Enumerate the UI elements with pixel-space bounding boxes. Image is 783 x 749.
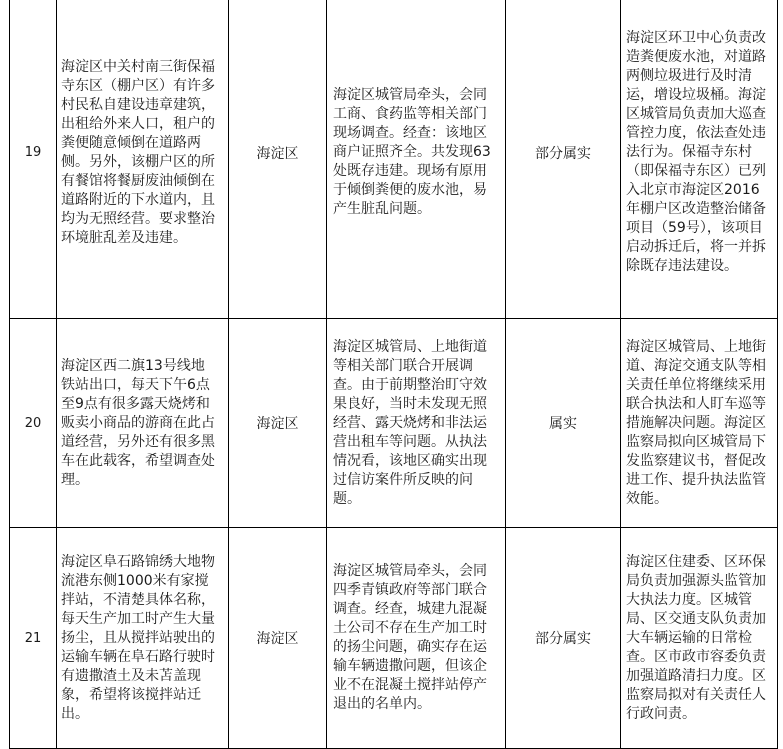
investigation-text: 海淀区城管局牵头，会同四季青镇政府等部门联合调查。经查，城建九混凝土公司不存在生产加工时的扬尘问题，确实存在运输车辆遗撒问题，但该企业不在混凝土搅拌站停产退出的名单内。 [333, 563, 487, 712]
issue-text: 海淀区中关村南三街保福寺东区（棚户区）有许多村民私自建设违章建筑，出租给外来人口，租户的粪便随意倾倒在道路两侧。另外，该棚户区的所有餐馆将餐厨废油倾倒在道路附近的下水道内，且均为无照经营。要求整治环境脏乱差及违建。 [61, 58, 215, 246]
row-number: 21 [10, 528, 57, 749]
investigation-cell [327, 0, 506, 319]
investigation-text: 海淀区城管局牵头，会同工商、食药监等相关部门现场调查。经查：该地区商户证照齐全。共发现63处既存违建。现场有原用于倾倒粪便的废水池，易产生脏乱问题。 [333, 87, 491, 217]
issue-text: 海淀区阜石路锦绣大地物流港东侧1000米有家搅拌站，不清楚具体名称，每天生产加工时产生大量扬尘，且从搅拌站驶出的运输车辆在阜石路行驶时有遗撒渣土及未苫盖现象，希望将该搅拌站迁出。 [61, 553, 215, 722]
issue-cell [57, 0, 229, 319]
verdict-cell: 部分属实 [506, 0, 621, 319]
district-cell: 海淀区 [229, 528, 327, 749]
handling-text: 海淀区城管局、上地街道、海淀交通支队等相关责任单位将继续采用联合执法和人盯车巡等措施解决问题。海淀区监察局拟向区城管局下发监察建议书，督促改进工作、提升执法监管效能。 [626, 338, 766, 507]
issue-text: 海淀区西二旗13号线地铁站出口，每天下午6点至9点有很多露天烧烤和贩卖小商品的游商在此占道经营，另外还有很多黑车在此载客，希望调查处理。 [61, 357, 215, 488]
handling-cell [621, 528, 778, 749]
handling-text: 海淀区环卫中心负责改造粪便废水池，对道路两侧垃圾进行及时清运，增设垃圾桶。海淀区城管局负责加大巡查管控力度，依法查处违法行为。保福寺东村（即保福寺东区）已列入北京市海淀区2016年棚户区改造整治储备项目（59号），该项目启动拆迁后，将一并拆除既存违法建设。 [626, 30, 766, 274]
complaint-table [9, 0, 778, 749]
investigation-cell [327, 528, 506, 749]
investigation-text: 海淀区城管局、上地街道等相关部门联合开展调查。由于前期整治盯守效果良好，当时未发现无照经营、露天烧烤和非法运营出租车等问题。从执法情况看，该地区确实出现过信访案件所反映的问题。 [333, 338, 487, 507]
table-row [10, 528, 778, 749]
issue-cell [57, 528, 229, 749]
table-row [10, 319, 778, 528]
row-number: 20 [10, 319, 57, 528]
handling-text: 海淀区住建委、区环保局负责加强源头监管加大执法力度。区城管局、区交通支队负责加大车辆运输的日常检查。区市政市容委负责加强道路清扫力度。区监察局拟对有关责任人行政问责。 [626, 553, 766, 722]
issue-cell [57, 319, 229, 528]
table-row [10, 0, 778, 319]
investigation-cell [327, 319, 506, 528]
district-cell: 海淀区 [229, 0, 327, 319]
verdict-cell: 部分属实 [506, 528, 621, 749]
district-cell: 海淀区 [229, 319, 327, 528]
handling-cell [621, 319, 778, 528]
verdict-cell: 属实 [506, 319, 621, 528]
row-number: 19 [10, 0, 57, 319]
handling-cell [621, 0, 778, 319]
